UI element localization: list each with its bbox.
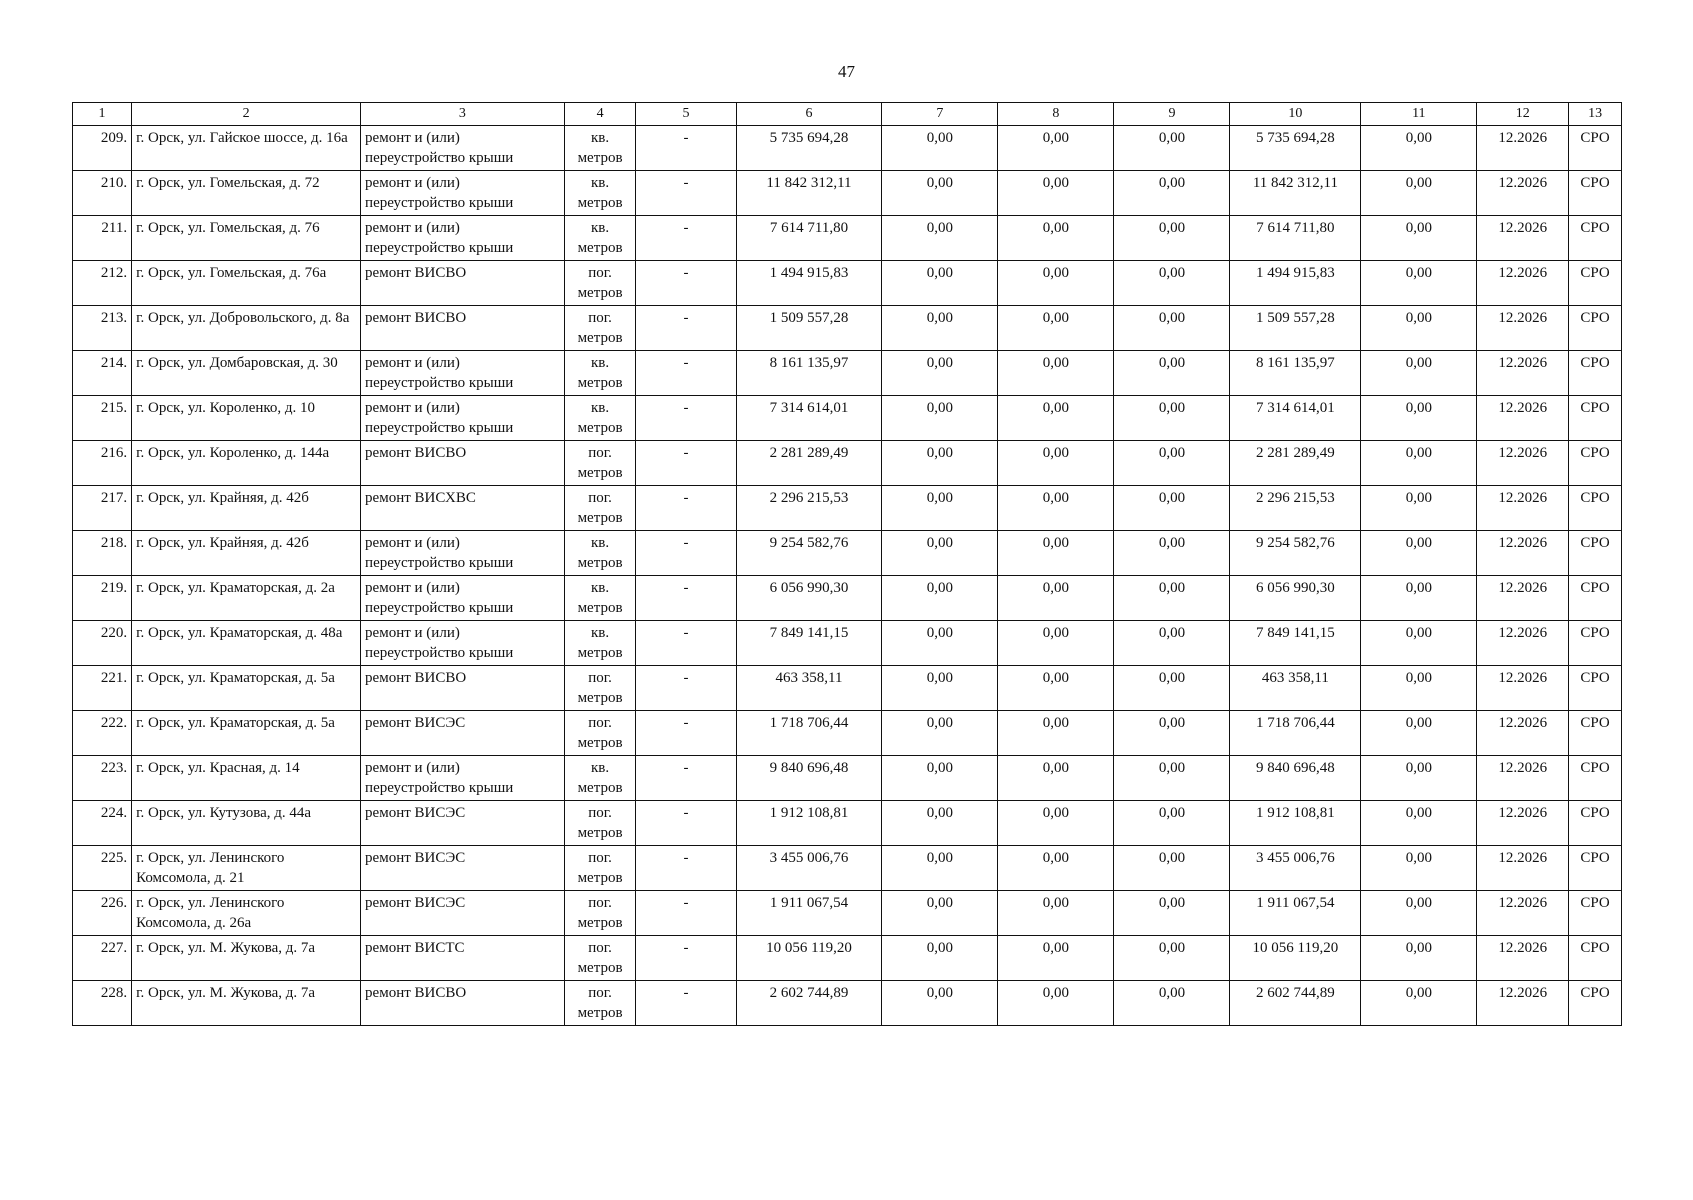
column-8-cell: 0,00 (998, 171, 1114, 216)
column-7-cell: 0,00 (882, 351, 998, 396)
funding-source-cell: СРО (1569, 531, 1622, 576)
work-type-cell: ремонт и (или) переустройство крыши (361, 576, 565, 621)
work-type-cell: ремонт ВИСТС (361, 936, 565, 981)
funding-source-cell: СРО (1569, 171, 1622, 216)
column-9-cell: 0,00 (1114, 576, 1230, 621)
column-8-cell: 0,00 (998, 216, 1114, 261)
funding-source-cell: СРО (1569, 351, 1622, 396)
work-type-cell: ремонт и (или) переустройство крыши (361, 621, 565, 666)
row-number: 224. (73, 801, 132, 846)
work-type-cell: ремонт и (или) переустройство крыши (361, 216, 565, 261)
column-11-cell: 0,00 (1361, 891, 1477, 936)
funding-source-cell: СРО (1569, 711, 1622, 756)
unit-cell: пог. метров (564, 486, 636, 531)
column-9-cell: 0,00 (1114, 216, 1230, 261)
column-7-cell: 0,00 (882, 621, 998, 666)
row-number: 220. (73, 621, 132, 666)
work-type-cell: ремонт ВИСЭС (361, 891, 565, 936)
column-10-cell: 463 358,11 (1230, 666, 1361, 711)
address-cell: г. Орск, ул. Краматорская, д. 2а (132, 576, 361, 621)
funding-source-cell: СРО (1569, 306, 1622, 351)
total-cost-cell: 1 912 108,81 (736, 801, 882, 846)
completion-date-cell: 12.2026 (1477, 711, 1569, 756)
work-type-cell: ремонт ВИСХВС (361, 486, 565, 531)
total-cost-cell: 463 358,11 (736, 666, 882, 711)
column-header: 5 (636, 103, 736, 126)
page-number: 47 (838, 62, 855, 81)
column-10-cell: 2 281 289,49 (1230, 441, 1361, 486)
address-cell: г. Орск, ул. Крайняя, д. 42б (132, 486, 361, 531)
column-7-cell: 0,00 (882, 666, 998, 711)
column-header: 10 (1230, 103, 1361, 126)
column-7-cell: 0,00 (882, 756, 998, 801)
total-cost-cell: 1 494 915,83 (736, 261, 882, 306)
work-type-cell: ремонт ВИСВО (361, 441, 565, 486)
column-10-cell: 1 718 706,44 (1230, 711, 1361, 756)
column-5-cell: - (636, 891, 736, 936)
column-5-cell: - (636, 666, 736, 711)
row-number: 222. (73, 711, 132, 756)
column-10-cell: 7 314 614,01 (1230, 396, 1361, 441)
funding-source-cell: СРО (1569, 621, 1622, 666)
column-5-cell: - (636, 711, 736, 756)
funding-source-cell: СРО (1569, 981, 1622, 1026)
table-row (73, 756, 1622, 801)
row-number: 225. (73, 846, 132, 891)
address-cell: г. Орск, ул. Краматорская, д. 48а (132, 621, 361, 666)
address-cell: г. Орск, ул. Домбаровская, д. 30 (132, 351, 361, 396)
address-cell: г. Орск, ул. Краматорская, д. 5а (132, 711, 361, 756)
column-header: 3 (361, 103, 565, 126)
completion-date-cell: 12.2026 (1477, 891, 1569, 936)
table-row (73, 846, 1622, 891)
address-cell: г. Орск, ул. Ленинского Комсомола, д. 26а (132, 891, 361, 936)
row-number: 218. (73, 531, 132, 576)
column-11-cell: 0,00 (1361, 981, 1477, 1026)
unit-cell: кв. метров (564, 351, 636, 396)
row-number: 213. (73, 306, 132, 351)
address-cell: г. Орск, ул. Кутузова, д. 44а (132, 801, 361, 846)
row-number: 217. (73, 486, 132, 531)
column-9-cell: 0,00 (1114, 936, 1230, 981)
column-7-cell: 0,00 (882, 936, 998, 981)
column-7-cell: 0,00 (882, 126, 998, 171)
unit-cell: пог. метров (564, 306, 636, 351)
table-row (73, 531, 1622, 576)
column-9-cell: 0,00 (1114, 801, 1230, 846)
column-8-cell: 0,00 (998, 126, 1114, 171)
column-11-cell: 0,00 (1361, 171, 1477, 216)
table-row (73, 981, 1622, 1026)
address-cell: г. Орск, ул. Короленко, д. 10 (132, 396, 361, 441)
unit-cell: пог. метров (564, 801, 636, 846)
row-number: 219. (73, 576, 132, 621)
column-9-cell: 0,00 (1114, 846, 1230, 891)
column-10-cell: 3 455 006,76 (1230, 846, 1361, 891)
work-type-cell: ремонт ВИСВО (361, 306, 565, 351)
column-5-cell: - (636, 801, 736, 846)
column-10-cell: 1 912 108,81 (1230, 801, 1361, 846)
unit-cell: кв. метров (564, 216, 636, 261)
completion-date-cell: 12.2026 (1477, 306, 1569, 351)
column-5-cell: - (636, 126, 736, 171)
total-cost-cell: 11 842 312,11 (736, 171, 882, 216)
work-type-cell: ремонт и (или) переустройство крыши (361, 351, 565, 396)
column-9-cell: 0,00 (1114, 441, 1230, 486)
column-9-cell: 0,00 (1114, 351, 1230, 396)
address-cell: г. Орск, ул. Добровольского, д. 8а (132, 306, 361, 351)
column-10-cell: 1 494 915,83 (1230, 261, 1361, 306)
work-type-cell: ремонт ВИСЭС (361, 711, 565, 756)
funding-source-cell: СРО (1569, 126, 1622, 171)
total-cost-cell: 7 314 614,01 (736, 396, 882, 441)
column-5-cell: - (636, 306, 736, 351)
work-type-cell: ремонт и (или) переустройство крыши (361, 171, 565, 216)
column-7-cell: 0,00 (882, 396, 998, 441)
column-7-cell: 0,00 (882, 486, 998, 531)
column-5-cell: - (636, 171, 736, 216)
completion-date-cell: 12.2026 (1477, 576, 1569, 621)
column-9-cell: 0,00 (1114, 621, 1230, 666)
column-11-cell: 0,00 (1361, 486, 1477, 531)
column-11-cell: 0,00 (1361, 261, 1477, 306)
column-header: 6 (736, 103, 882, 126)
total-cost-cell: 1 718 706,44 (736, 711, 882, 756)
work-type-cell: ремонт ВИСВО (361, 981, 565, 1026)
column-8-cell: 0,00 (998, 711, 1114, 756)
column-7-cell: 0,00 (882, 801, 998, 846)
column-9-cell: 0,00 (1114, 711, 1230, 756)
row-number: 209. (73, 126, 132, 171)
column-8-cell: 0,00 (998, 846, 1114, 891)
row-number: 216. (73, 441, 132, 486)
table-row (73, 486, 1622, 531)
column-11-cell: 0,00 (1361, 666, 1477, 711)
address-cell: г. Орск, ул. Краматорская, д. 5а (132, 666, 361, 711)
completion-date-cell: 12.2026 (1477, 666, 1569, 711)
address-cell: г. Орск, ул. М. Жукова, д. 7а (132, 981, 361, 1026)
column-5-cell: - (636, 531, 736, 576)
column-7-cell: 0,00 (882, 441, 998, 486)
address-cell: г. Орск, ул. Гомельская, д. 76а (132, 261, 361, 306)
completion-date-cell: 12.2026 (1477, 351, 1569, 396)
funding-source-cell: СРО (1569, 756, 1622, 801)
row-number: 214. (73, 351, 132, 396)
row-number: 215. (73, 396, 132, 441)
completion-date-cell: 12.2026 (1477, 936, 1569, 981)
total-cost-cell: 10 056 119,20 (736, 936, 882, 981)
work-type-cell: ремонт и (или) переустройство крыши (361, 396, 565, 441)
row-number: 212. (73, 261, 132, 306)
column-10-cell: 7 614 711,80 (1230, 216, 1361, 261)
column-10-cell: 1 911 067,54 (1230, 891, 1361, 936)
completion-date-cell: 12.2026 (1477, 621, 1569, 666)
column-7-cell: 0,00 (882, 261, 998, 306)
column-5-cell: - (636, 981, 736, 1026)
column-7-cell: 0,00 (882, 981, 998, 1026)
column-header: 9 (1114, 103, 1230, 126)
column-7-cell: 0,00 (882, 576, 998, 621)
column-header: 11 (1361, 103, 1477, 126)
column-5-cell: - (636, 441, 736, 486)
column-10-cell: 9 840 696,48 (1230, 756, 1361, 801)
row-number: 221. (73, 666, 132, 711)
row-number: 210. (73, 171, 132, 216)
table-row (73, 576, 1622, 621)
unit-cell: кв. метров (564, 396, 636, 441)
funding-source-cell: СРО (1569, 216, 1622, 261)
unit-cell: пог. метров (564, 666, 636, 711)
completion-date-cell: 12.2026 (1477, 396, 1569, 441)
table-row (73, 801, 1622, 846)
funding-source-cell: СРО (1569, 261, 1622, 306)
completion-date-cell: 12.2026 (1477, 216, 1569, 261)
work-type-cell: ремонт и (или) переустройство крыши (361, 756, 565, 801)
column-5-cell: - (636, 351, 736, 396)
column-5-cell: - (636, 936, 736, 981)
row-number: 226. (73, 891, 132, 936)
column-7-cell: 0,00 (882, 891, 998, 936)
column-11-cell: 0,00 (1361, 621, 1477, 666)
column-header: 4 (564, 103, 636, 126)
table-row (73, 126, 1622, 171)
column-8-cell: 0,00 (998, 936, 1114, 981)
column-10-cell: 11 842 312,11 (1230, 171, 1361, 216)
column-header: 13 (1569, 103, 1622, 126)
column-5-cell: - (636, 756, 736, 801)
column-9-cell: 0,00 (1114, 666, 1230, 711)
column-8-cell: 0,00 (998, 576, 1114, 621)
total-cost-cell: 7 614 711,80 (736, 216, 882, 261)
column-11-cell: 0,00 (1361, 756, 1477, 801)
column-7-cell: 0,00 (882, 306, 998, 351)
column-9-cell: 0,00 (1114, 981, 1230, 1026)
funding-source-cell: СРО (1569, 891, 1622, 936)
funding-source-cell: СРО (1569, 396, 1622, 441)
column-8-cell: 0,00 (998, 531, 1114, 576)
column-8-cell: 0,00 (998, 486, 1114, 531)
column-9-cell: 0,00 (1114, 306, 1230, 351)
total-cost-cell: 2 602 744,89 (736, 981, 882, 1026)
column-header: 8 (998, 103, 1114, 126)
column-11-cell: 0,00 (1361, 801, 1477, 846)
unit-cell: кв. метров (564, 576, 636, 621)
column-header: 2 (132, 103, 361, 126)
total-cost-cell: 2 281 289,49 (736, 441, 882, 486)
row-number: 211. (73, 216, 132, 261)
column-11-cell: 0,00 (1361, 441, 1477, 486)
table-row (73, 396, 1622, 441)
column-8-cell: 0,00 (998, 621, 1114, 666)
table-row (73, 216, 1622, 261)
column-9-cell: 0,00 (1114, 891, 1230, 936)
column-7-cell: 0,00 (882, 711, 998, 756)
column-10-cell: 2 602 744,89 (1230, 981, 1361, 1026)
table-row (73, 711, 1622, 756)
completion-date-cell: 12.2026 (1477, 801, 1569, 846)
column-8-cell: 0,00 (998, 441, 1114, 486)
column-8-cell: 0,00 (998, 261, 1114, 306)
column-5-cell: - (636, 621, 736, 666)
work-type-cell: ремонт и (или) переустройство крыши (361, 531, 565, 576)
completion-date-cell: 12.2026 (1477, 171, 1569, 216)
total-cost-cell: 9 254 582,76 (736, 531, 882, 576)
table-row (73, 891, 1622, 936)
unit-cell: пог. метров (564, 981, 636, 1026)
total-cost-cell: 3 455 006,76 (736, 846, 882, 891)
unit-cell: пог. метров (564, 711, 636, 756)
column-8-cell: 0,00 (998, 981, 1114, 1026)
total-cost-cell: 7 849 141,15 (736, 621, 882, 666)
work-type-cell: ремонт ВИСВО (361, 666, 565, 711)
completion-date-cell: 12.2026 (1477, 261, 1569, 306)
row-number: 223. (73, 756, 132, 801)
column-9-cell: 0,00 (1114, 486, 1230, 531)
table-row (73, 936, 1622, 981)
column-8-cell: 0,00 (998, 801, 1114, 846)
completion-date-cell: 12.2026 (1477, 846, 1569, 891)
capital-repair-table (72, 102, 1622, 1026)
completion-date-cell: 12.2026 (1477, 486, 1569, 531)
column-7-cell: 0,00 (882, 531, 998, 576)
column-9-cell: 0,00 (1114, 171, 1230, 216)
total-cost-cell: 9 840 696,48 (736, 756, 882, 801)
total-cost-cell: 6 056 990,30 (736, 576, 882, 621)
completion-date-cell: 12.2026 (1477, 981, 1569, 1026)
unit-cell: пог. метров (564, 261, 636, 306)
total-cost-cell: 8 161 135,97 (736, 351, 882, 396)
total-cost-cell: 2 296 215,53 (736, 486, 882, 531)
unit-cell: кв. метров (564, 756, 636, 801)
table-row (73, 621, 1622, 666)
column-9-cell: 0,00 (1114, 396, 1230, 441)
unit-cell: кв. метров (564, 621, 636, 666)
address-cell: г. Орск, ул. Короленко, д. 144а (132, 441, 361, 486)
column-8-cell: 0,00 (998, 666, 1114, 711)
column-10-cell: 9 254 582,76 (1230, 531, 1361, 576)
column-header: 1 (73, 103, 132, 126)
table-row (73, 261, 1622, 306)
column-9-cell: 0,00 (1114, 261, 1230, 306)
address-cell: г. Орск, ул. Красная, д. 14 (132, 756, 361, 801)
column-10-cell: 6 056 990,30 (1230, 576, 1361, 621)
column-8-cell: 0,00 (998, 396, 1114, 441)
column-7-cell: 0,00 (882, 171, 998, 216)
column-number-row (73, 103, 1622, 126)
column-8-cell: 0,00 (998, 891, 1114, 936)
address-cell: г. Орск, ул. Гайское шоссе, д. 16а (132, 126, 361, 171)
funding-source-cell: СРО (1569, 486, 1622, 531)
column-7-cell: 0,00 (882, 216, 998, 261)
total-cost-cell: 5 735 694,28 (736, 126, 882, 171)
column-8-cell: 0,00 (998, 306, 1114, 351)
column-9-cell: 0,00 (1114, 126, 1230, 171)
column-11-cell: 0,00 (1361, 216, 1477, 261)
address-cell: г. Орск, ул. М. Жукова, д. 7а (132, 936, 361, 981)
column-header: 12 (1477, 103, 1569, 126)
column-10-cell: 1 509 557,28 (1230, 306, 1361, 351)
column-11-cell: 0,00 (1361, 531, 1477, 576)
table-row (73, 306, 1622, 351)
unit-cell: пог. метров (564, 891, 636, 936)
completion-date-cell: 12.2026 (1477, 531, 1569, 576)
funding-source-cell: СРО (1569, 936, 1622, 981)
unit-cell: пог. метров (564, 441, 636, 486)
column-11-cell: 0,00 (1361, 306, 1477, 351)
column-7-cell: 0,00 (882, 846, 998, 891)
column-5-cell: - (636, 576, 736, 621)
column-11-cell: 0,00 (1361, 576, 1477, 621)
completion-date-cell: 12.2026 (1477, 126, 1569, 171)
column-5-cell: - (636, 846, 736, 891)
column-11-cell: 0,00 (1361, 126, 1477, 171)
address-cell: г. Орск, ул. Гомельская, д. 72 (132, 171, 361, 216)
column-5-cell: - (636, 486, 736, 531)
unit-cell: кв. метров (564, 531, 636, 576)
unit-cell: кв. метров (564, 171, 636, 216)
column-10-cell: 10 056 119,20 (1230, 936, 1361, 981)
table-row (73, 441, 1622, 486)
table-row (73, 666, 1622, 711)
address-cell: г. Орск, ул. Крайняя, д. 42б (132, 531, 361, 576)
column-11-cell: 0,00 (1361, 351, 1477, 396)
column-8-cell: 0,00 (998, 351, 1114, 396)
table-row (73, 351, 1622, 396)
table-row (73, 171, 1622, 216)
row-number: 227. (73, 936, 132, 981)
unit-cell: пог. метров (564, 936, 636, 981)
column-11-cell: 0,00 (1361, 396, 1477, 441)
row-number: 228. (73, 981, 132, 1026)
column-header: 7 (882, 103, 998, 126)
completion-date-cell: 12.2026 (1477, 756, 1569, 801)
total-cost-cell: 1 509 557,28 (736, 306, 882, 351)
unit-cell: пог. метров (564, 846, 636, 891)
funding-source-cell: СРО (1569, 666, 1622, 711)
completion-date-cell: 12.2026 (1477, 441, 1569, 486)
column-11-cell: 0,00 (1361, 711, 1477, 756)
column-9-cell: 0,00 (1114, 756, 1230, 801)
funding-source-cell: СРО (1569, 801, 1622, 846)
address-cell: г. Орск, ул. Гомельская, д. 76 (132, 216, 361, 261)
column-5-cell: - (636, 261, 736, 306)
column-11-cell: 0,00 (1361, 846, 1477, 891)
column-11-cell: 0,00 (1361, 936, 1477, 981)
column-9-cell: 0,00 (1114, 531, 1230, 576)
column-5-cell: - (636, 396, 736, 441)
work-type-cell: ремонт ВИСЭС (361, 801, 565, 846)
work-type-cell: ремонт и (или) переустройство крыши (361, 126, 565, 171)
funding-source-cell: СРО (1569, 441, 1622, 486)
total-cost-cell: 1 911 067,54 (736, 891, 882, 936)
unit-cell: кв. метров (564, 126, 636, 171)
work-type-cell: ремонт ВИСВО (361, 261, 565, 306)
work-type-cell: ремонт ВИСЭС (361, 846, 565, 891)
column-10-cell: 5 735 694,28 (1230, 126, 1361, 171)
column-10-cell: 2 296 215,53 (1230, 486, 1361, 531)
column-10-cell: 7 849 141,15 (1230, 621, 1361, 666)
funding-source-cell: СРО (1569, 576, 1622, 621)
column-5-cell: - (636, 216, 736, 261)
column-8-cell: 0,00 (998, 756, 1114, 801)
table-body (73, 126, 1622, 1026)
funding-source-cell: СРО (1569, 846, 1622, 891)
address-cell: г. Орск, ул. Ленинского Комсомола, д. 21 (132, 846, 361, 891)
column-10-cell: 8 161 135,97 (1230, 351, 1361, 396)
